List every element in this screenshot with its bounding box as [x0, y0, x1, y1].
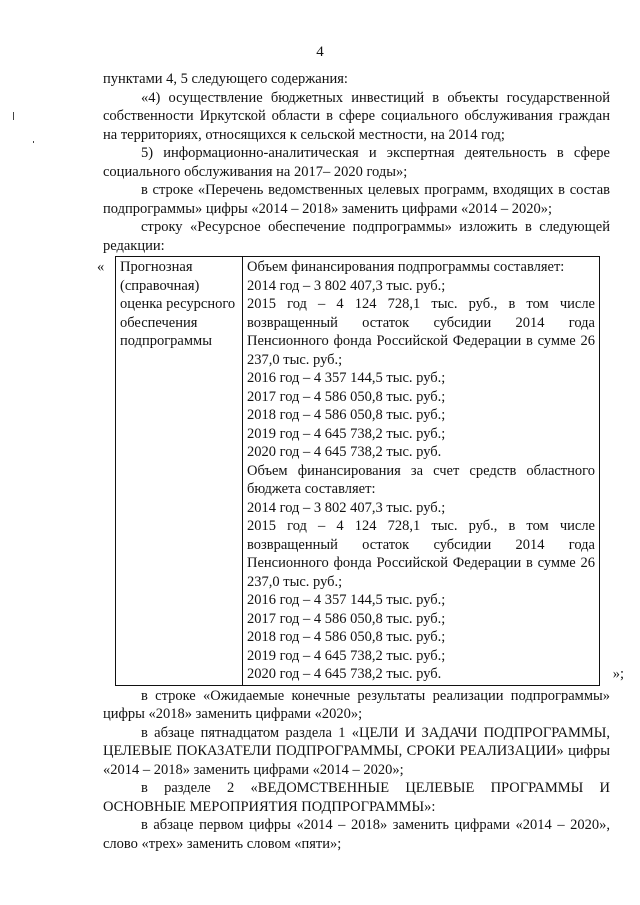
table-line: 2015 год – 4 124 728,1 тыс. руб., в том числе возвращенный остаток субсидии 2014 года Пенсионного фонда Российской Федерации в сумме 26 237,0 тыс. руб.; [247, 518, 595, 590]
table-line: 2015 год – 4 124 728,1 тыс. руб., в том числе возвращенный остаток субсидии 2014 года Пенсионного фонда Российской Федерации в сумме 26 237,0 тыс. руб.; [247, 296, 595, 368]
paragraph: 5) информационно-аналитическая и экспертная деятельность в сфере социального обслуживания на 2017– 2020 годы»; [103, 145, 610, 180]
paragraph: «4) осуществление бюджетных инвестиций в объекты государственной собственности Иркутской области в сфере социального обслуживания граждан на территориях, относящихся к сельской местности, на 2014 год; [103, 89, 610, 143]
margin-mark [13, 112, 14, 120]
table-line: 2020 год – 4 645 738,2 тыс. руб. [247, 666, 442, 682]
closing-quote: »; [612, 666, 624, 682]
table-line: 2014 год – 3 802 407,3 тыс. руб.; [247, 499, 446, 516]
table-cell-label: Прогнозная (справочная) оценка ресурсного обеспечения подпрограммы [116, 257, 243, 686]
table-line: 2017 год – 4 586 050,8 тыс. руб.; [247, 388, 446, 405]
paragraph: в абзаце первом цифры «2014 – 2018» заменить цифрами «2014 – 2020», слово «трех» заменить словом «пяти»; [103, 817, 610, 852]
page-number: 4 [316, 44, 324, 60]
table-row [116, 257, 600, 686]
table-line: 2016 год – 4 357 144,5 тыс. руб.; [247, 370, 446, 386]
table-line: 2020 год – 4 645 738,2 тыс. руб. [247, 444, 442, 460]
resource-table [115, 256, 600, 686]
paragraph: в разделе 2 «ВЕДОМСТВЕННЫЕ ЦЕЛЕВЫЕ ПРОГРАММЫ И ОСНОВНЫЕ МЕРОПРИЯТИЯ ПОДПРОГРАММЫ»: [103, 780, 610, 815]
table-line: 2019 год – 4 645 738,2 тыс. руб.; [247, 647, 446, 664]
resource-table-wrapper [97, 256, 624, 686]
table-line: Объем финансирования за счет средств областного бюджета составляет: [247, 462, 595, 497]
table-line: 2016 год – 4 357 144,5 тыс. руб.; [247, 592, 446, 608]
table-cell-values [243, 257, 600, 686]
table-line: Объем финансирования подпрограммы составляет: [247, 259, 565, 275]
table-line: 2018 год – 4 586 050,8 тыс. руб.; [247, 407, 446, 423]
paragraph: пунктами 4, 5 следующего содержания: [103, 71, 348, 87]
margin-mark [33, 141, 34, 143]
paragraph: строку «Ресурсное обеспечение подпрограммы» изложить в следующей редакции: [103, 219, 610, 254]
table-line: 2017 год – 4 586 050,8 тыс. руб.; [247, 610, 446, 627]
opening-quote: « [97, 259, 105, 275]
document-body [97, 70, 624, 853]
paragraph: в строке «Перечень ведомственных целевых программ, входящих в состав подпрограммы» цифры «2014 – 2018» заменить цифрами «2014 – 2020»; [103, 182, 610, 217]
paragraph: в строке «Ожидаемые конечные результаты реализации подпрограммы» цифры «2018» заменить цифрами «2020»; [103, 687, 610, 722]
table-line: 2019 год – 4 645 738,2 тыс. руб.; [247, 425, 446, 442]
table-line: 2018 год – 4 586 050,8 тыс. руб.; [247, 629, 446, 645]
table-line: 2014 год – 3 802 407,3 тыс. руб.; [247, 277, 446, 294]
paragraph: в абзаце пятнадцатом раздела 1 «ЦЕЛИ И ЗАДАЧИ ПОДПРОГРАММЫ, ЦЕЛЕВЫЕ ПОКАЗАТЕЛИ ПОДПРОГРАММЫ, СРОКИ РЕАЛИЗАЦИИ» цифры «2014 – 2018» заменить цифрами «2014 – 2020»; [103, 724, 610, 778]
